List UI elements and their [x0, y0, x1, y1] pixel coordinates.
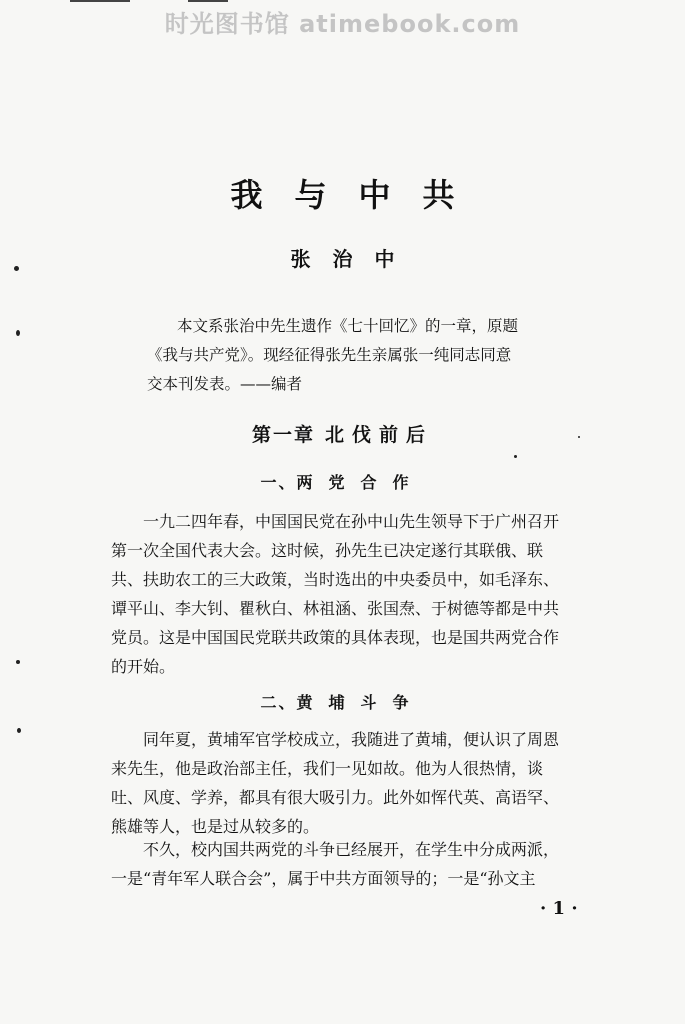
- paragraph-line: 一九二四年春，中国国民党在孙中山先生领导下于广州召开: [143, 512, 560, 531]
- paragraph-line: 来先生，他是政治部主任，我们一见如故。他为人很热情，谈: [111, 759, 544, 778]
- paragraph-line: 熊雄等人，也是过从较多的。: [111, 817, 320, 836]
- section-number: 二、: [260, 693, 297, 712]
- paragraph: [111, 725, 596, 841]
- scan-speck: [16, 330, 20, 336]
- article-title: 我与中共: [230, 176, 487, 214]
- editor-note-line: 本文系张治中先生遗作《七十回忆》的一章，原题: [177, 317, 519, 335]
- scan-speck: [578, 436, 580, 438]
- editor-note-line: 《我与共产党》。现经征得张先生亲属张一纯同志同意: [147, 346, 512, 364]
- paragraph-line: 第一次全国代表大会。这时候，孙先生已决定遂行其联俄、联: [111, 541, 544, 560]
- chapter-title: 北伐前后: [325, 424, 434, 446]
- article-author: 张治中: [290, 247, 417, 271]
- page-number: · 1 ·: [540, 898, 578, 919]
- paragraph-line: 一是“青年军人联合会”，属于中共方面领导的；一是“孙文主: [111, 869, 536, 888]
- watermark: 时光图书馆 atimebook.com: [164, 10, 521, 38]
- paragraph-line: 的开始。: [111, 657, 176, 676]
- chapter-heading: [0, 420, 685, 447]
- paragraph-line: 同年夏，黄埔军官学校成立，我随进了黄埔，便认识了周恩: [143, 730, 560, 749]
- section-number: 一、: [260, 473, 297, 492]
- paragraph-line: 谭平山、李大钊、瞿秋白、林祖涵、张国焘、于树德等都是中共: [111, 599, 560, 618]
- editor-note: [147, 312, 592, 399]
- scan-speck: [14, 266, 19, 271]
- paragraph-line: 不久，校内国共两党的斗争已经展开，在学生中分成两派，: [143, 840, 560, 859]
- scan-speck: [16, 660, 20, 664]
- top-edge-mark: [188, 0, 228, 2]
- section-title: 两党合作: [296, 473, 425, 492]
- editor-note-line: 交本刊发表。——编者: [147, 375, 303, 393]
- paragraph: [111, 507, 596, 681]
- paragraph: [111, 835, 596, 893]
- paragraph-line: 吐、风度、学养，都具有很大吸引力。此外如恽代英、高语罕、: [111, 788, 560, 807]
- section-title: 黄埔斗争: [296, 693, 425, 712]
- section-heading: [0, 470, 685, 493]
- chapter-number: 第一章: [251, 424, 315, 446]
- scan-speck: [17, 728, 21, 733]
- top-edge-mark: [70, 0, 130, 2]
- paragraph-line: 共、扶助农工的三大政策，当时选出的中央委员中，如毛泽东、: [111, 570, 560, 589]
- paragraph-line: 党员。这是中国国民党联共政策的具体表现，也是国共两党合作: [111, 628, 560, 647]
- section-heading: [0, 690, 685, 713]
- scan-speck: [514, 455, 517, 458]
